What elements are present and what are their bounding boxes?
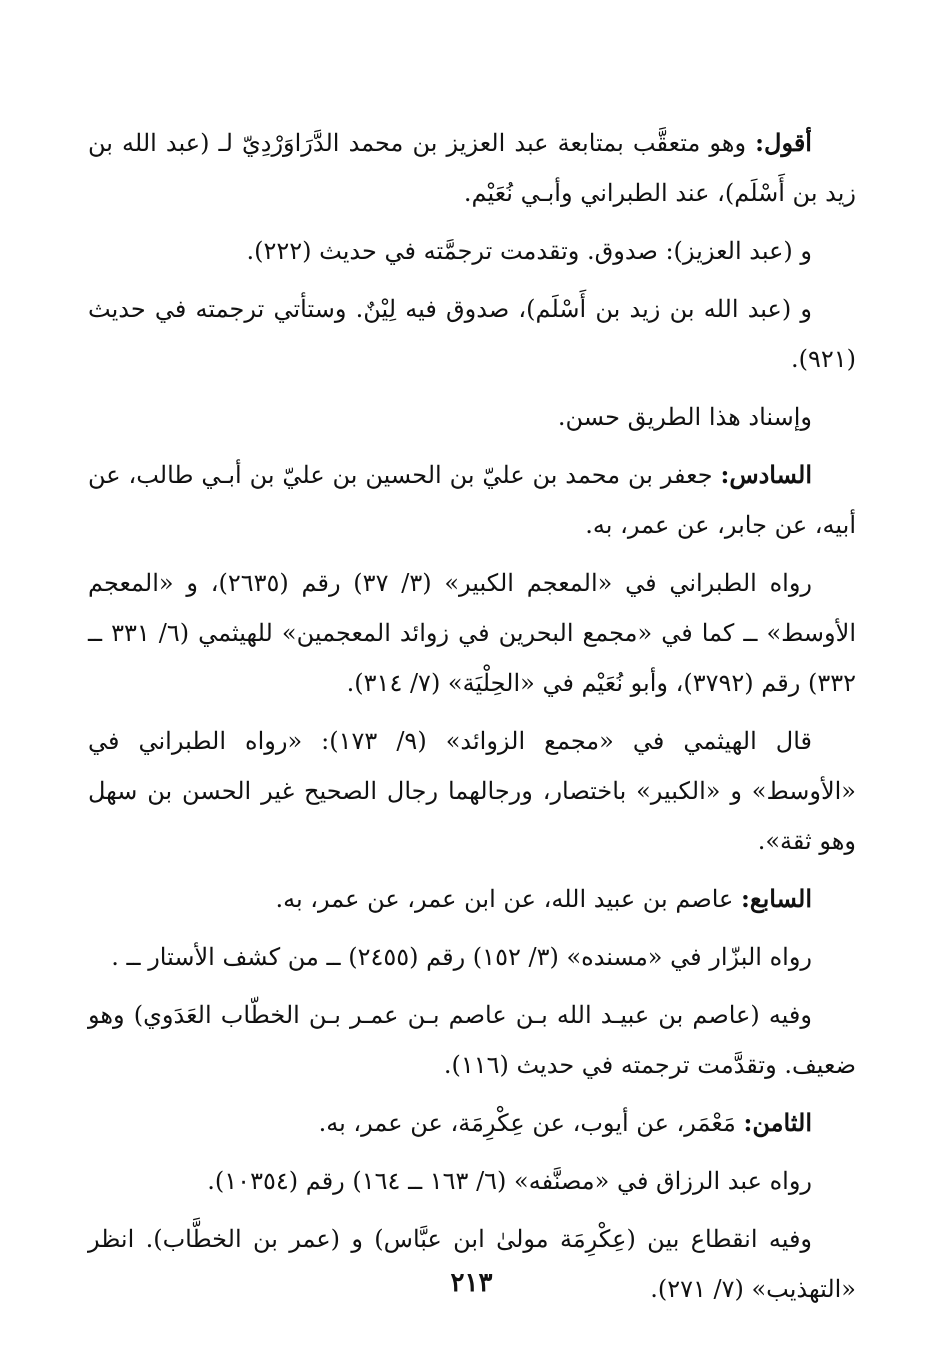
paragraph-text: جعفر بن محمد بن عليّ بن الحسين بن عليّ بن أبـي طالب، عن أبيه، عن جابر، عن عمر، به. — [88, 461, 856, 539]
paragraph-3 — [88, 284, 856, 384]
paragraph-13 — [88, 1214, 856, 1314]
paragraph-2 — [88, 226, 856, 276]
paragraph-text: و (عبد الله بن زيد بن أَسْلَم)، صدوق فيه لِيْنٌ. وستأتي ترجمته في حديث (٩٢١). — [88, 295, 856, 373]
paragraph-6 — [88, 558, 856, 708]
paragraph-10 — [88, 990, 856, 1090]
paragraph-lead: السادس: — [720, 460, 812, 489]
paragraph-5 — [88, 450, 856, 550]
paragraph-text: وهو متعقَّب بمتابعة عبد العزيز بن محمد الدَّرَاوَرْدِيّ لـ (عبد الله بن زيد بن أَسْلَم)، عند الطبراني وأبـي نُعَيْم. — [88, 129, 856, 207]
paragraph-11 — [88, 1098, 856, 1148]
paragraph-1 — [88, 118, 856, 218]
paragraph-9 — [88, 932, 856, 982]
page-number: ٢١٣ — [450, 1268, 493, 1298]
paragraph-lead: الثامن: — [743, 1108, 812, 1137]
paragraph-text: رواه الطبراني في «المعجم الكبير» (٣/ ٣٧) رقم (٢٦٣٥)، و «المعجم الأوسط» ــ كما في «مجمع البحرين في زوائد المعجمين» للهيثمي (٦/ ٣٣١ ــ ٣٣٢) رقم (٣٧٩٢)، وأبو نُعَيْم في «الحِلْيَة» (٧/ ٣١٤). — [88, 569, 856, 697]
paragraph-4 — [88, 392, 856, 442]
paragraph-text: قال الهيثمي في «مجمع الزوائد» (٩/ ١٧٣): «رواه الطبراني في «الأوسط» و «الكبير» باختصار، ورجالهما رجال الصحيح غير الحسن بن سهل وهو ثقة». — [88, 727, 856, 855]
paragraph-7 — [88, 716, 856, 866]
paragraph-text: عاصم بن عبيد الله، عن ابن عمر، عن عمر، به. — [275, 885, 734, 913]
paragraph-text: مَعْمَر، عن أيوب، عن عِكْرِمَة، عن عمر، به. — [318, 1109, 736, 1137]
paragraph-8 — [88, 874, 856, 924]
paragraph-text: وفيه انقطاع بين (عِكْرِمَة مولىٰ ابن عبَّاس) و (عمر بن الخطَّاب). انظر «التهذيب» (٧/ ٢٧١). — [88, 1225, 856, 1303]
paragraph-text: رواه البزّار في «مسنده» (٣/ ١٥٢) رقم (٢٤٥٥) ــ من كشف الأستار ــ . — [111, 943, 812, 971]
paragraph-12 — [88, 1156, 856, 1206]
paragraph-text: و (عبد العزيز): صدوق. وتقدمت ترجمَّته في حديث (٢٢٢). — [246, 237, 812, 265]
paragraph-text: رواه عبد الرزاق في «مصنَّفه» (٦/ ١٦٣ ــ ١٦٤) رقم (١٠٣٥٤). — [207, 1167, 812, 1195]
paragraph-lead: أقول: — [755, 128, 812, 157]
paragraph-text: وفيه (عاصم بن عبيـد الله بـن عاصم بـن عمـر بـن الخطّاب العَدَوي) وهو ضعيف. وتقدَّمت ترجمته في حديث (١١٦). — [88, 1001, 856, 1079]
paragraph-lead: السابع: — [740, 884, 812, 913]
page-body — [88, 118, 856, 1322]
paragraph-text: وإسناد هذا الطريق حسن. — [557, 403, 812, 431]
